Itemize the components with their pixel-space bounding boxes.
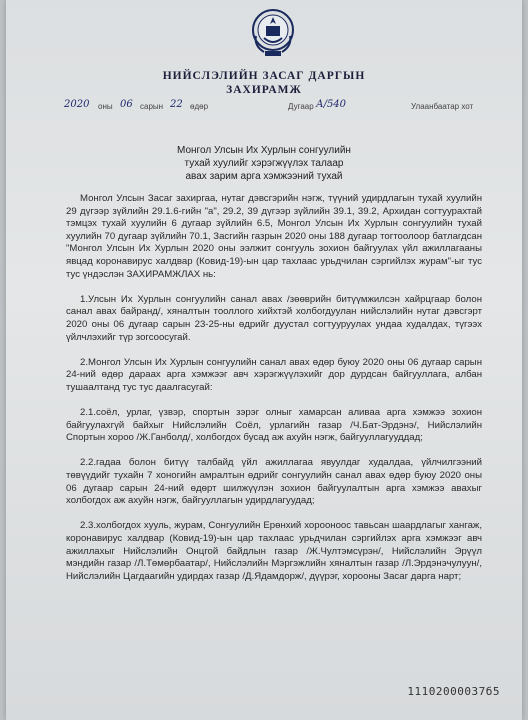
city-label: Улаанбаатар хот	[411, 102, 474, 111]
subject-heading	[6, 144, 522, 183]
issuer-title: НИЙСЛЭЛИЙН ЗАСАГ ДАРГЫН	[162, 70, 366, 82]
subject-line: Монгол Улсын Их Хурлын сонгуулийн	[177, 145, 351, 156]
clause-2-paragraph: 2.Монгол Улсын Их Хурлын сонгуулийн санал авах өдөр буюу 2020 оны 06 дугаар сарын 24-ний өдөр дараах арга хэмжээг авч хэрэгжүүлэхийг дор дурдсан байгууллага, албан тушаалтанд тус тус даалгасугай:	[66, 356, 482, 393]
serial-number: 11102000037б5	[407, 685, 500, 698]
document-page	[6, 0, 522, 720]
preamble-paragraph: Монгол Улсын Засаг захиргаа, нутаг дэвсгэрийн нэгж, түүний удирдлагын тухай хуулийн 29 дүгээр зүйлийн 29.1.6-гийн "а", 29.2, 39 дүгээр зүйлийн 39.1, 39.2, Архидан согтуурахтай тэмцэх тухай хуулийн 6 дугаар зүйлийн 6.5, Монгол Улсын Их Хурлын сонгуулийн тухай хуулийн 70 дугаар зүйлийн 70.1, Засгийн газрын 2020 оны 188 дугаар тогтоолоор батлагдсан "Монгол Улсын Их Хурлын 2020 оны ээлжит сонгууль зохион байгуулах үйл ажиллагааны явцад коронавирус халдвар (Ковид-19)-ын цар тахлаас урьдчилан сэргийлэх журам"-ыг тус тус үндэслэн ЗАХИРАМЖЛАХ нь:	[66, 193, 482, 280]
subject-line: тухай хуулийг хэрэгжүүлэх талаар	[184, 158, 344, 169]
label-day: өдөр	[190, 102, 209, 111]
label-number: Дугаар	[288, 102, 314, 111]
document-type: ЗАХИРАМЖ	[226, 84, 302, 96]
date-day: 22	[170, 99, 183, 110]
label-year: оны	[98, 102, 113, 111]
clause-2-1-paragraph: 2.1.соёл, урлаг, үзвэр, спортын зэрэг олныг хамарсан аливаа арга хэмжээ зохион байгуулахгүй байхыг Нийслэлийн Соёл, урлагийн газар /Ч.Бат-Эрдэнэ/, Нийслэлийн Спортын хороо /Ж.Ганболд/, холбогдох бусад аж ахуйн нэгж, байгууллагууддад;	[66, 407, 482, 444]
subject-line: авах зарим арга хэмжээний тухай	[185, 171, 343, 182]
date-year: 2020	[64, 99, 90, 110]
clause-2-3-paragraph: 2.3.холбогдох хууль, журам, Сонгуулийн Ерөнхий хорооноос тавьсан шаардлагыг хангаж, коронавирус халдвар (Ковид-19)-ын цар тахлаас урьдчилан сэргийлэх арга хэмжээг авч ажиллахыг Нийслэлийн Онцгой байдлын газар /Ж.Чултэмсүрэн/, Нийслэлийн Эрүүл мэндийн газар /Л.Төмөрбаатар/, Нийслэлийн Мэргэжлийн хяналтын газар /Л.Эрдэнэчулуун/, Нийслэлийн Цагдаагийн удирдах газар /Д.Ядамдорж/, дүүрэг, хорооны Засаг дарга нарт;	[66, 520, 482, 582]
document-number: А/540	[316, 99, 347, 110]
date-month: 06	[120, 99, 133, 110]
document-body	[66, 193, 482, 596]
state-emblem-icon	[250, 6, 296, 60]
label-month: сарын	[140, 102, 164, 111]
clause-1-paragraph: 1.Улсын Их Хурлын сонгуулийн санал авах /зөөврийн битүүмжилсэн хайрцгаар болон санал авах байранд/, хяналтын тооллого хийхтэй холбогдуулан нийслэлийн нутаг дэвсгэрт 2020 оны 06 дугаар сарын 23-25-ны өдрийг дуустал согтууруулах ундаа худалдах, түгээх үйлчлэхийг түр зогсоосугай.	[66, 293, 482, 343]
clause-2-2-paragraph: 2.2.гадаа болон битүү талбайд үйл ажиллагаа явуулдаг худалдаа, үйлчилгээний төвүүдийг тухайн 7 хоногийн амралтын өдрийг сонгуулийн санал авах өдөр буюу 2020 оны 06 дугаар сарын 24-ний өдөрт шилжүүлэн зохион байгуулалтын арга хэмжээ авахыг холбогдох аж ахуйн нэгж, байгууллагын удирдлагуудад;	[66, 457, 482, 507]
